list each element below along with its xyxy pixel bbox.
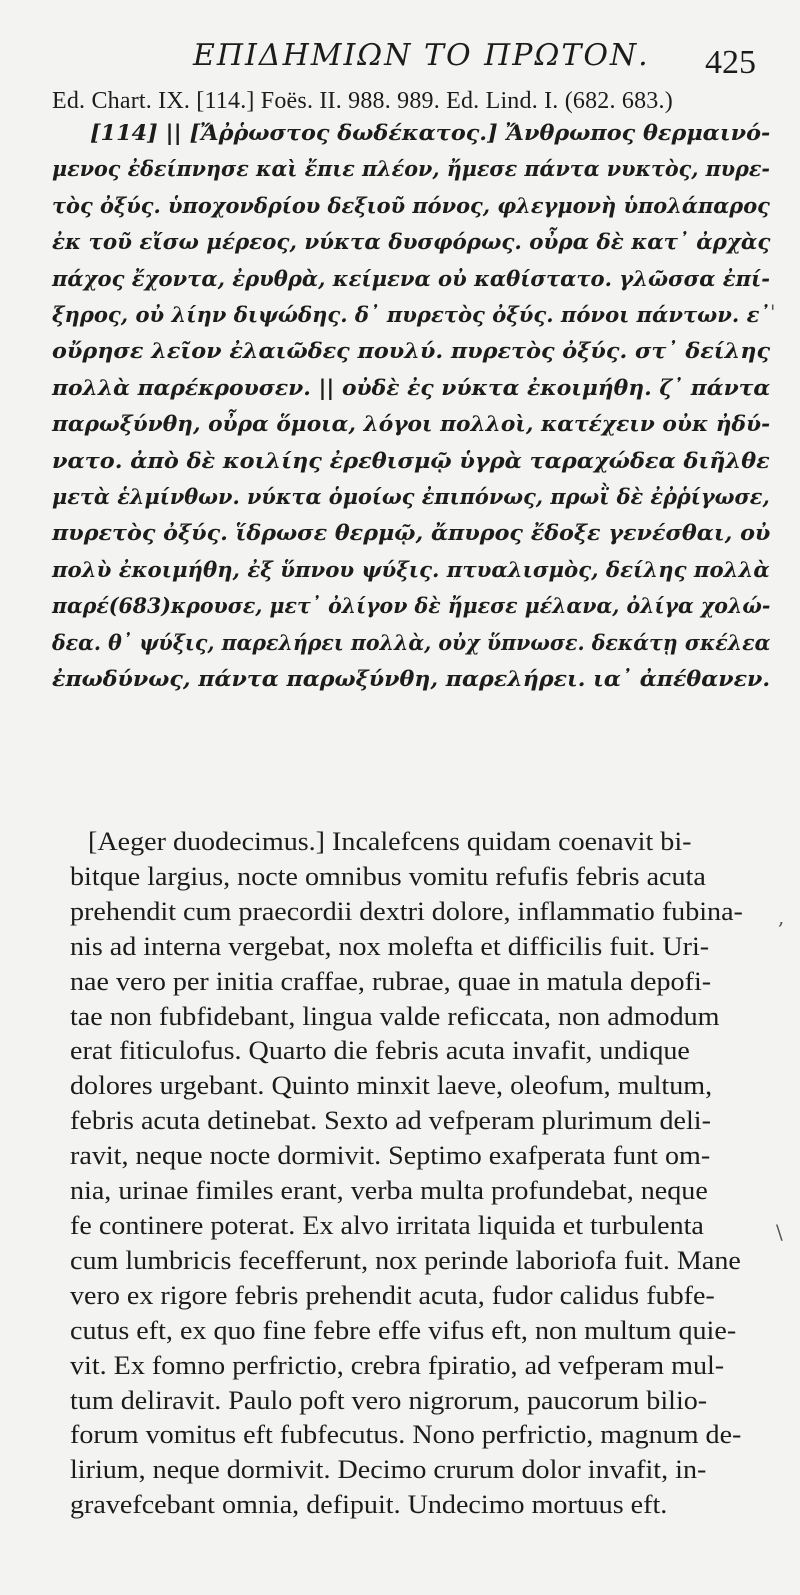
latin-text-line: [Aeger duodecimus.] Incalefcens quidam coenavit bi-	[88, 827, 692, 856]
greek-text-line: μενος ἐδείπνησε καὶ ἔπιε πλέον, ἤμεσε πάντα νυκτὸς, πυρε-	[52, 157, 770, 183]
greek-text-line: πυρετὸς ὀξύς. ἵδρωσε θερμῷ, ἄπυρος ἔδοξε γενέσθαι, οὐ	[52, 521, 771, 547]
greek-text-line: νατο. ἀπὸ δὲ κοιλίης ἐρεθισμῷ ὑγρὰ ταραχώδεα διῆλθε	[52, 448, 770, 474]
latin-text-line: bitque largius, nocte omnibus vomitu refufis febris acuta	[70, 861, 706, 891]
latin-text-line: lirium, neque dormivit. Decimo crurum dolor invafit, in-	[70, 1455, 707, 1485]
greek-text-line: παρέ(683)κρουσε, μετ᾽ ὀλίγον δὲ ἤμεσε μέλανα, ὀλίγα χολώ-	[52, 594, 771, 620]
latin-text-line: prehendit cum praecordii dextri dolore, inflammatio fubina-	[70, 896, 743, 926]
page-number: 425	[705, 44, 756, 81]
greek-text-line: οὔρησε λεῖον ἐλαιῶδες πουλύ. πυρετὸς ὀξύς. στ᾽ δείλης	[52, 339, 771, 365]
latin-text-line: dolores urgebant. Quinto minxit laeve, oleofum, multum,	[70, 1071, 713, 1101]
latin-text-line: nis ad interna vergebat, nox molefta et difficilis fuit. Uri-	[70, 931, 710, 961]
margin-mark: '	[770, 300, 776, 324]
greek-text-line: τὸς ὀξύς. ὑποχονδρίου δεξιοῦ πόνος, φλεγμονὴ ὑπολάπαρος	[52, 193, 770, 219]
greek-text-line: πολλὰ παρέκρουσεν. || οὐδὲ ἐς νύκτα ἐκοιμήθη. ζ᾽ πάντα	[52, 375, 771, 401]
greek-text-line: πάχος ἔχοντα, ἐρυθρὰ, κείμενα οὐ καθίστατο. γλῶσσα ἐπί-	[52, 266, 770, 292]
latin-text-block	[70, 825, 770, 1523]
greek-text-line: παρωξύνθη, οὖρα ὅμοια, λόγοι πολλοὶ, κατέχειν οὐκ ἠδύ-	[52, 412, 771, 438]
edition-reference: Ed. Chart. IX. [114.] Foës. II. 988. 989. Ed. Lind. I. (682. 683.)	[52, 88, 673, 114]
latin-text-line: tae non fubfidebant, lingua valde reficcata, non admodum	[70, 1001, 720, 1031]
greek-text-line: μετὰ ἑλμίνθων. νύκτα ὁμοίως ἐπιπόνως, πρωῒ δὲ ἐῤῥίγωσε,	[52, 485, 770, 511]
latin-text-line: tum deliravit. Paulo poft vero nigrorum, paucorum bilio-	[70, 1385, 708, 1415]
latin-text-line: vit. Ex fomno perfrictio, crebra fpiratio, ad vefperam mul-	[70, 1350, 725, 1380]
latin-text-line: nia, urinae fimiles erant, verba multa profundebat, neque	[70, 1176, 708, 1206]
running-title: ΕΠΙΔΗΜΙΩΝ ΤΟ ΠΡΩΤΟΝ.	[193, 38, 650, 73]
latin-text-line: ravit, neque nocte dormivit. Septimo exafperata funt om-	[70, 1141, 711, 1171]
greek-text-line: ξηρος, οὐ λίην διψώδης. δ᾽ πυρετὸς ὀξύς. πόνοι πάντων. ε᾽	[52, 303, 770, 329]
greek-text-block	[52, 116, 770, 699]
latin-text-line: febris acuta detinebat. Sexto ad vefperam plurimum deli-	[70, 1106, 711, 1136]
greek-text-line: [114] || [Ἄῤῥωστος δωδέκατος.] Ἄνθρωπος θερμαινό-	[90, 121, 771, 146]
greek-text-line: δεα. θ᾽ ψύξις, παρελήρει πολλὰ, οὐχ ὕπνωσε. δεκάτῃ σκέλεα	[52, 630, 771, 656]
latin-text-line: vero ex rigore febris prehendit acuta, fudor calidus fubfe-	[70, 1280, 715, 1310]
latin-text-line: nae vero per initia craffae, rubrae, quae in matula depofi-	[70, 966, 712, 996]
greek-text-line: ἐκ τοῦ εἴσω μέρεος, νύκτα δυσφόρως. οὖρα δὲ κατ᾽ ἀρχὰς	[52, 230, 771, 256]
latin-text-line: erat fiticulofus. Quarto die febris acuta invafit, undique	[70, 1036, 690, 1066]
latin-text-line: gravefcebant omnia, defipuit. Undecimo mortuus eft.	[70, 1490, 668, 1520]
latin-text-line: cum lumbricis fecefferunt, nox perinde laboriofa fuit. Mane	[70, 1245, 741, 1275]
page-header	[48, 34, 768, 84]
greek-text-line: ἐπωδύνως, πάντα παρωξύνθη, παρελήρει. ια᾽ ἀπέθανεν.	[52, 667, 771, 693]
latin-text-line: cutus eft, ex quo fine febre effe vifus eft, non multum quie-	[70, 1315, 737, 1345]
margin-mark: ,	[778, 905, 785, 929]
latin-text-line: fe continere poterat. Ex alvo irritata liquida et turbulenta	[70, 1210, 704, 1240]
latin-text-line: forum vomitus eft fubfecutus. Nono perfrictio, magnum de-	[70, 1420, 742, 1450]
greek-text-line: πολὺ ἐκοιμήθη, ἐξ ὕπνου ψύξις. πτυαλισμὸς, δείλης πολλὰ	[52, 557, 770, 583]
margin-mark: \	[776, 1220, 783, 1244]
